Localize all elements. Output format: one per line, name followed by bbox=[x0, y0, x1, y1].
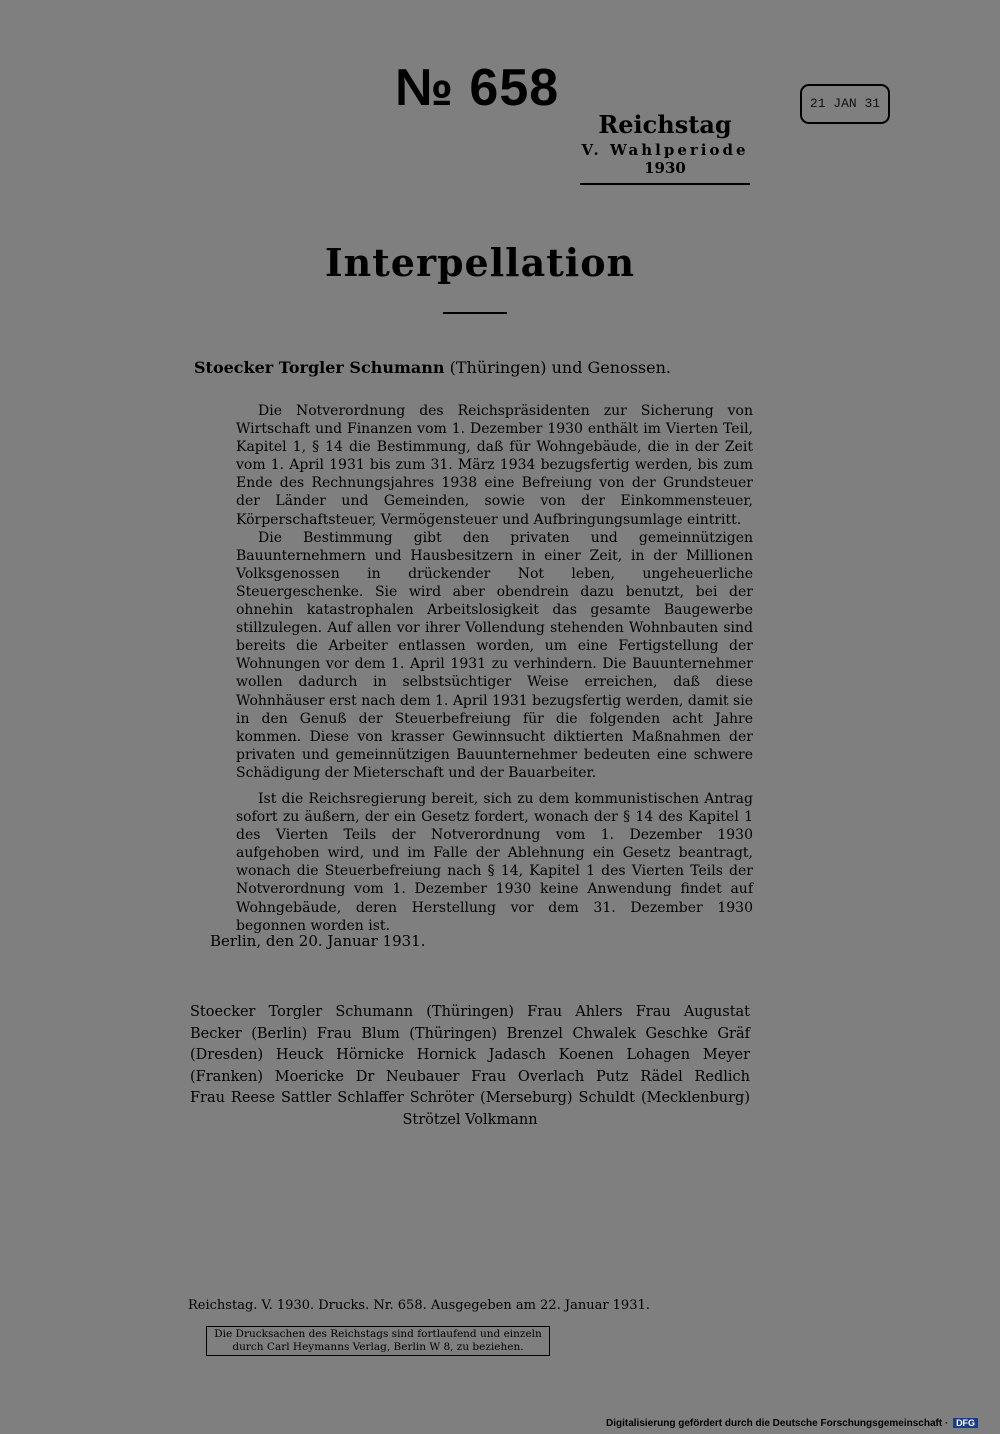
page-title: Interpellation bbox=[324, 240, 636, 285]
signature-line: (Dresden) Heuck Hörnicke Hornick Jadasch Koenen Lohagen Meyer bbox=[190, 1047, 750, 1063]
reichstag-label: Reichstag bbox=[598, 110, 732, 139]
paragraph-question: Ist die Reichsregierung bereit, sich zu dem kommunistischen Antrag sofort zu äußern, der ein Gesetz fordert, wonach der § 14 des Kapitel 1 des Vierten Teils der Notverordnung vom 1. Dezember 1930 aufgehoben wird, und im Falle der Ablehnung ein Gesetz beantragt, wonach die Steuerbefreiung nach § 14, Kapitel 1 des Vierten Teils der Notverordnung vom 1. Dezember 1930 keine Anwendung findet auf Wohngebäude, deren Herstellung vor dem 31. Dezember 1930 begonnen worden ist. bbox=[236, 790, 753, 934]
author-names: Stoecker Torgler Schumann bbox=[194, 358, 445, 377]
signature-line: (Franken) Moericke Dr Neubauer Frau Overlach Putz Rädel Redlich bbox=[190, 1068, 750, 1085]
digitization-credit bbox=[606, 1418, 978, 1429]
header-rule bbox=[580, 183, 750, 185]
signature-line: Frau Reese Sattler Schlaffer Schröter (Merseburg) Schuldt (Mecklenburg) bbox=[190, 1090, 750, 1106]
interpellation-body bbox=[236, 402, 753, 935]
signature-line: Stoecker Torgler Schumann (Thüringen) Frau Ahlers Frau Augustat bbox=[190, 1004, 750, 1020]
author-suffix: (Thüringen) und Genossen. bbox=[449, 358, 671, 377]
notice-line-2: durch Carl Heymanns Verlag, Berlin W 8, zu beziehen. bbox=[232, 1341, 524, 1353]
authors-line bbox=[194, 358, 671, 377]
dateline: Berlin, den 20. Januar 1931. bbox=[210, 932, 426, 950]
document-number: № 658 bbox=[395, 59, 560, 117]
date-stamp: 21 JAN 31 bbox=[800, 84, 890, 124]
paragraph-1: Die Notverordnung des Reichspräsidenten zur Sicherung von Wirtschaft und Finanzen vom 1. Dezember 1930 enthält im Vierten Teil, Kapitel 1, § 14 die Bestimmung, daß für Wohngebäude, die in der Zeit vom 1. April 1931 bis zum 31. März 1934 bezugsfertig werden, bis zum Ende des Rechnungsjahres 1938 eine Befreiung von der Grundsteuer der Länder und Gemeinden, sowie von der Einkommensteuer, Körperschaftsteuer, Vermögensteuer und Aufbringungsumlage eintritt. bbox=[236, 403, 753, 528]
signature-list bbox=[190, 1002, 750, 1131]
distribution-notice bbox=[206, 1326, 550, 1356]
credit-text: Digitalisierung gefördert durch die Deutsche Forschungsgemeinschaft · bbox=[606, 1418, 949, 1429]
reichstag-header bbox=[580, 112, 750, 185]
title-divider bbox=[443, 312, 507, 314]
dfg-logo-icon: DFG bbox=[953, 1418, 978, 1428]
year-label: 1930 bbox=[644, 159, 686, 178]
paragraph-2: Die Bestimmung gibt den privaten und gemeinnützigen Bauunternehmern und Hausbesitzern in einer Zeit, in der Millionen Volksgenossen in drückender Not leben, ungeheuerliche Steuergeschenke. Sie wird aber obendrein dazu benutzt, bei der ohnehin katastrophalen Arbeitslosigkeit das gesamte Baugewerbe stillzulegen. Auf allen vor ihrer Vollendung stehenden Wohnbauten sind bereits die Arbeiter entlassen worden, um eine Fertigstellung der Wohnungen vor dem 1. April 1931 zu verhindern. Die Bauunternehmer wollen dadurch in selbstsüchtiger Weise erreichen, daß diese Wohnhäuser erst nach dem 1. April 1931 bezugsfertig werden, damit sie in den Genuß der Steuerbefreiung für die folgenden acht Jahre kommen. Diese von krasser Gewinnsucht diktierten Maßnahmen der privaten und gemeinnützigen Bauunternehmer bedeuten eine schwere Schädigung der Mieterschaft und der Bauarbeiter. bbox=[236, 529, 753, 781]
signature-line: Becker (Berlin) Frau Blum (Thüringen) Brenzel Chwalek Geschke Gräf bbox=[190, 1025, 750, 1042]
period-label: V. Wahlperiode bbox=[581, 141, 749, 160]
publication-footer: Reichstag. V. 1930. Drucks. Nr. 658. Ausgegeben am 22. Januar 1931. bbox=[188, 1298, 650, 1313]
signature-line: Strötzel Volkmann bbox=[402, 1111, 538, 1128]
notice-line-1: Die Drucksachen des Reichstags sind fortlaufend und einzeln bbox=[214, 1328, 542, 1340]
